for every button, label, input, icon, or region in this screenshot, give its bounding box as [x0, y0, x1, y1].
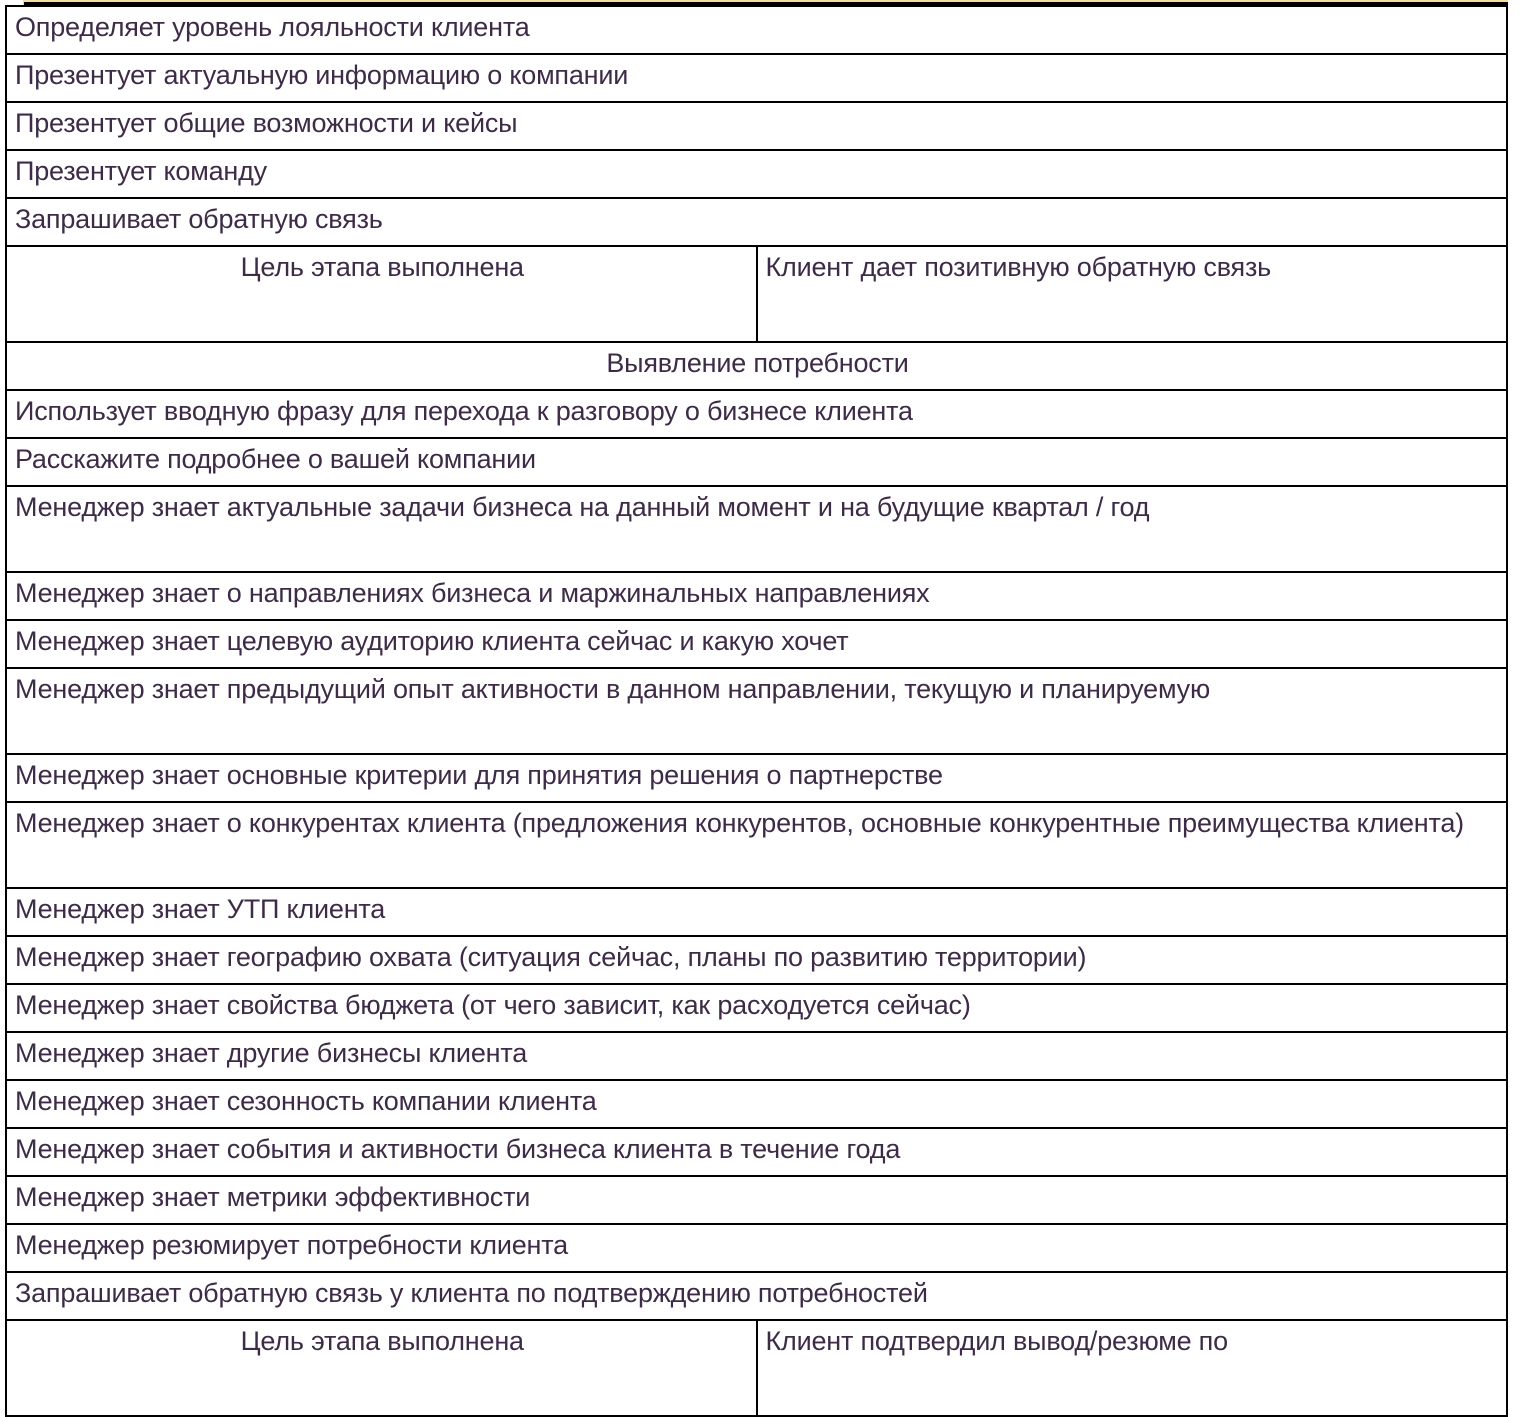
goal-label-cell: Цель этапа выполнена [6, 246, 757, 342]
criterion-cell: Использует вводную фразу для перехода к разговору о бизнесе клиента [6, 390, 1507, 438]
criterion-cell: Менеджер знает предыдущий опыт активности в данном направлении, текущую и планируемую [6, 668, 1507, 754]
table-row[interactable] [6, 150, 1507, 198]
table-row[interactable] [6, 668, 1507, 754]
criterion-cell: Менеджер знает события и активности бизнеса клиента в течение года [6, 1128, 1507, 1176]
criterion-cell: Менеджер знает свойства бюджета (от чего зависит, как расходуется сейчас) [6, 984, 1507, 1032]
criterion-cell: Презентует актуальную информацию о компании [6, 54, 1507, 102]
table-row[interactable] [6, 888, 1507, 936]
table-row-goal[interactable] [6, 1320, 1507, 1416]
criterion-cell: Менеджер знает географию охвата (ситуация сейчас, планы по развитию территории) [6, 936, 1507, 984]
criterion-cell: Менеджер знает УТП клиента [6, 888, 1507, 936]
goal-label-cell: Цель этапа выполнена [6, 1320, 757, 1416]
table-row[interactable] [6, 54, 1507, 102]
criterion-cell: Запрашивает обратную связь [6, 198, 1507, 246]
goal-result-cell: Клиент подтвердил вывод/резюме по [757, 1320, 1508, 1416]
table-row[interactable] [6, 1176, 1507, 1224]
criterion-cell: Презентует общие возможности и кейсы [6, 102, 1507, 150]
table-row-section[interactable] [6, 342, 1507, 390]
table-row[interactable] [6, 1032, 1507, 1080]
table-row[interactable] [6, 1128, 1507, 1176]
criterion-cell: Менеджер знает целевую аудиторию клиента сейчас и какую хочет [6, 620, 1507, 668]
table-row[interactable] [6, 6, 1507, 54]
table-row[interactable] [6, 438, 1507, 486]
criterion-cell: Менеджер знает основные критерии для принятия решения о партнерстве [6, 754, 1507, 802]
table-row[interactable] [6, 1080, 1507, 1128]
checklist-table [5, 5, 1508, 1417]
table-row[interactable] [6, 984, 1507, 1032]
table-row[interactable] [6, 198, 1507, 246]
table-row[interactable] [6, 390, 1507, 438]
criterion-cell: Презентует команду [6, 150, 1507, 198]
table-row[interactable] [6, 1224, 1507, 1272]
criterion-cell: Расскажите подробнее о вашей компании [6, 438, 1507, 486]
table-row[interactable] [6, 102, 1507, 150]
section-header-cell: Выявление потребности [6, 342, 1507, 390]
table-row[interactable] [6, 936, 1507, 984]
criterion-cell: Менеджер знает актуальные задачи бизнеса на данный момент и на будущие квартал / год [6, 486, 1507, 572]
criterion-cell: Запрашивает обратную связь у клиента по подтверждению потребностей [6, 1272, 1507, 1320]
sheet-right-margin [1508, 0, 1526, 1242]
criterion-cell: Менеджер знает о конкурентах клиента (предложения конкурентов, основные конкурентные преимущества клиента) [6, 802, 1507, 888]
table-row[interactable] [6, 572, 1507, 620]
criterion-cell: Менеджер знает метрики эффективности [6, 1176, 1507, 1224]
table-body [6, 6, 1507, 1416]
criterion-cell: Менеджер знает сезонность компании клиента [6, 1080, 1507, 1128]
criterion-cell: Менеджер знает другие бизнесы клиента [6, 1032, 1507, 1080]
table-row[interactable] [6, 486, 1507, 572]
goal-result-cell: Клиент дает позитивную обратную связь [757, 246, 1508, 342]
table-row[interactable] [6, 1272, 1507, 1320]
criterion-cell: Определяет уровень лояльности клиента [6, 6, 1507, 54]
table-row[interactable] [6, 620, 1507, 668]
table-row[interactable] [6, 802, 1507, 888]
table-row[interactable] [6, 754, 1507, 802]
criterion-cell: Менеджер знает о направлениях бизнеса и маржинальных направлениях [6, 572, 1507, 620]
criterion-cell: Менеджер резюмирует потребности клиента [6, 1224, 1507, 1272]
table-row-goal[interactable] [6, 246, 1507, 342]
